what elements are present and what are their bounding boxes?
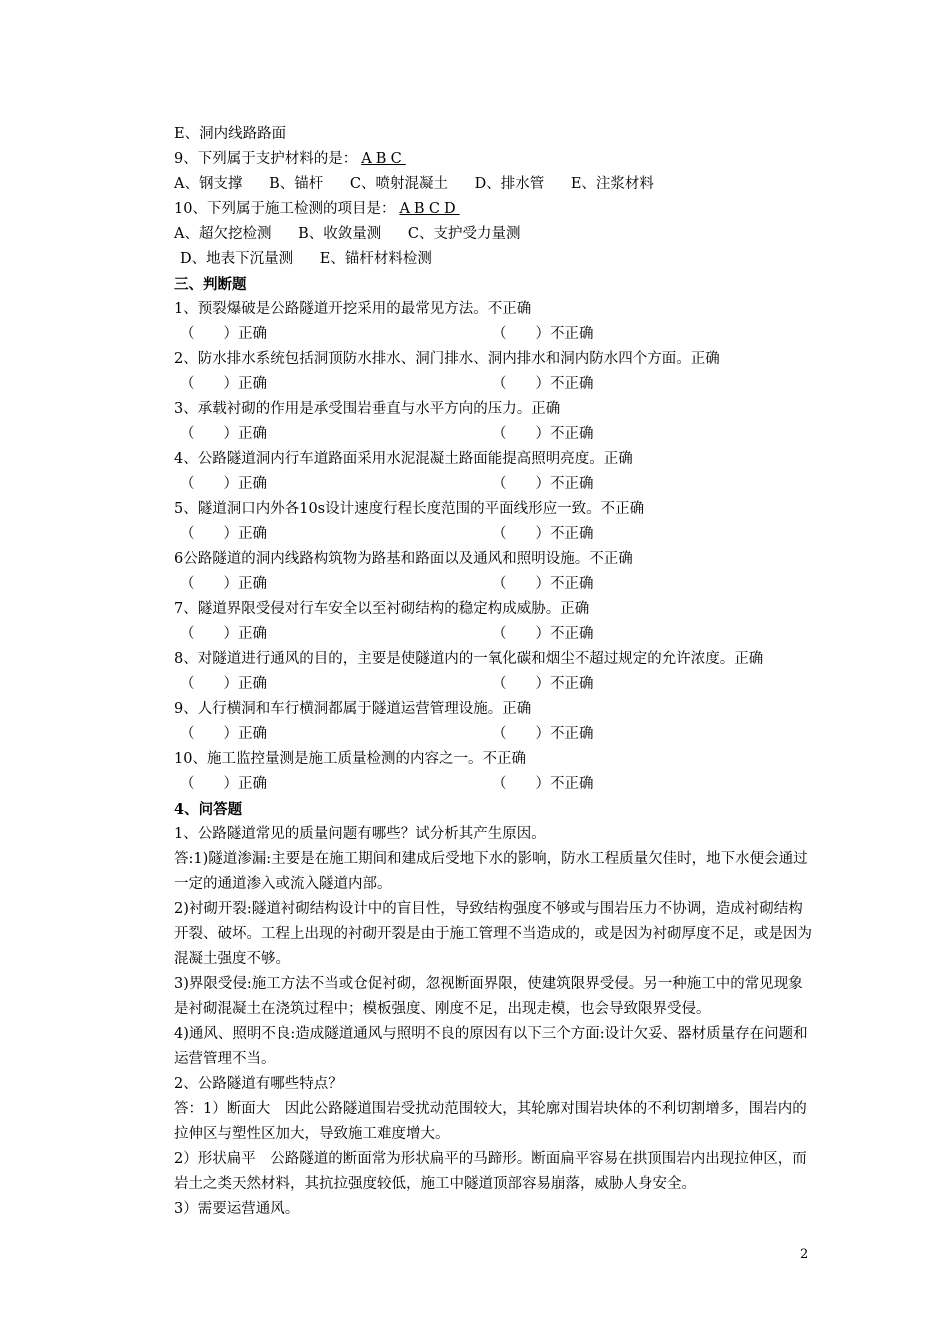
tf-choice-false[interactable]: （ ）不正确	[492, 526, 594, 542]
q9-option: A、钢支撑	[174, 176, 243, 192]
tf-choice-row	[174, 422, 814, 447]
tf-choice-row	[174, 722, 814, 747]
qa-question-2: 2、公路隧道有哪些特点？	[174, 1076, 343, 1092]
document-page	[174, 122, 814, 1222]
tf-choice-row	[174, 372, 814, 397]
tf-question: 6公路隧道的洞内线路构筑物为路基和路面以及通风和照明设施。不正确	[174, 551, 633, 567]
q10-option: C、支护受力量测	[407, 226, 521, 242]
tf-choice-row	[174, 322, 814, 347]
tf-section-heading: 三、判断题	[174, 276, 247, 293]
qa-answer-2-part: 3）需要运营通风。	[174, 1201, 300, 1217]
tf-choice-false[interactable]: （ ）不正确	[492, 476, 594, 492]
q10-option: A、超欠挖检测	[174, 226, 272, 242]
tf-choice-true[interactable]: （ ）正确	[180, 476, 267, 492]
tf-question: 8、对隧道进行通风的目的，主要是使隧道内的一氧化碳和烟尘不超过规定的允许浓度。正确	[174, 651, 764, 667]
tf-choice-false[interactable]: （ ）不正确	[492, 426, 594, 442]
tf-choice-row	[174, 622, 814, 647]
qa-answer-2-part: 2）形状扁平 公路隧道的断面常为形状扁平的马蹄形。断面扁平容易在拱顶围岩内出现拉伸区，而岩土之类天然材料，其抗拉强度较低，施工中隧道顶部容易崩落，威胁人身安全。	[174, 1151, 807, 1192]
tf-choice-true[interactable]: （ ）正确	[180, 676, 267, 692]
q10-option: D、地表下沉量测	[180, 251, 294, 267]
tf-choice-true[interactable]: （ ）正确	[180, 626, 267, 642]
tf-question: 10、施工监控量测是施工质量检测的内容之一。不正确	[174, 751, 526, 767]
tf-choice-row	[174, 522, 814, 547]
tf-choice-false[interactable]: （ ）不正确	[492, 326, 594, 342]
tf-choice-false[interactable]: （ ）不正确	[492, 576, 594, 592]
tf-question: 2、防水排水系统包括洞顶防水排水、洞门排水、洞内排水和洞内防水四个方面。正确	[174, 351, 720, 367]
tf-choice-false[interactable]: （ ）不正确	[492, 726, 594, 742]
tf-choice-false[interactable]: （ ）不正确	[492, 676, 594, 692]
tf-list	[174, 297, 814, 797]
q9-option: B、锚杆	[269, 176, 324, 192]
tf-choice-true[interactable]: （ ）正确	[180, 776, 267, 792]
page-number: 2	[800, 1247, 809, 1262]
tf-choice-false[interactable]: （ ）不正确	[492, 776, 594, 792]
tf-choice-false[interactable]: （ ）不正确	[492, 626, 594, 642]
q8-option-e: E、洞内线路路面	[174, 126, 287, 142]
tf-choice-row	[174, 772, 814, 797]
tf-choice-true[interactable]: （ ）正确	[180, 326, 267, 342]
tf-choice-row	[174, 572, 814, 597]
qa-section-heading: 4、问答题	[174, 801, 243, 818]
q10-question	[174, 197, 814, 222]
qa-answer-1-part: 3)界限受侵:施工方法不当或仓促衬砌，忽视断面界限，使建筑限界受侵。另一种施工中的常见现象是衬砌混凝土在浇筑过程中；模板强度、刚度不足，出现走模，也会导致限界受侵。	[174, 976, 803, 1017]
tf-choice-false[interactable]: （ ）不正确	[492, 376, 594, 392]
tf-question: 7、隧道界限受侵对行车安全以至衬砌结构的稳定构成威胁。正确	[174, 601, 590, 617]
tf-choice-true[interactable]: （ ）正确	[180, 376, 267, 392]
tf-question: 9、人行横洞和车行横洞都属于隧道运营管理设施。正确	[174, 701, 532, 717]
tf-question: 4、公路隧道洞内行车道路面采用水泥混凝土路面能提高照明亮度。正确	[174, 451, 633, 467]
qa-answer-1-part: 2)衬砌开裂:隧道衬砌结构设计中的盲目性，导致结构强度不够或与围岩压力不协调，造成衬砌结构开裂、破坏。工程上出现的衬砌开裂是由于施工管理不当造成的，或是因为衬砌厚度不足，或是因为混凝土强度不够。	[174, 901, 812, 967]
tf-choice-true[interactable]: （ ）正确	[180, 426, 267, 442]
q9-answer: ABC	[361, 151, 406, 167]
q9-text: 9、下列属于支护材料的是：	[174, 151, 358, 167]
tf-choice-true[interactable]: （ ）正确	[180, 526, 267, 542]
tf-question: 3、承载衬砌的作用是承受围岩垂直与水平方向的压力。正确	[174, 401, 561, 417]
qa-answer-2-part: 答：1）断面大 因此公路隧道围岩受扰动范围较大，其轮廓对围岩块体的不利切割增多，围岩内的拉伸区与塑性区加大，导致施工难度增大。	[174, 1101, 807, 1142]
q10-options-row1	[174, 222, 814, 247]
qa-question-1: 1、公路隧道常见的质量问题有哪些？试分析其产生原因。	[174, 826, 546, 842]
qa-answer-1-part: 4)通风、照明不良:造成隧道通风与照明不良的原因有以下三个方面:设计欠妥、器材质量存在问题和运营管理不当。	[174, 1026, 808, 1067]
q10-option: E、锚杆材料检测	[319, 251, 432, 267]
tf-question: 5、隧道洞口内外各10s设计速度行程长度范围的平面线形应一致。不正确	[174, 501, 645, 517]
q9-option: D、排水管	[474, 176, 545, 192]
q9-option: C、喷射混凝土	[349, 176, 448, 192]
q10-options-row2	[174, 247, 814, 272]
q10-answer: ABCD	[399, 201, 460, 217]
q9-question	[174, 147, 814, 172]
tf-question: 1、预裂爆破是公路隧道开挖采用的最常见方法。不正确	[174, 301, 532, 317]
q9-option: E、注浆材料	[570, 176, 654, 192]
tf-choice-row	[174, 672, 814, 697]
tf-choice-true[interactable]: （ ）正确	[180, 576, 267, 592]
qa-answer-1-part: 答:1)隧道渗漏:主要是在施工期间和建成后受地下水的影响，防水工程质量欠佳时，地下水便会通过一定的通道渗入或流入隧道内部。	[174, 851, 808, 892]
q10-option: B、收敛量测	[298, 226, 382, 242]
q10-text: 10、下列属于施工检测的项目是：	[174, 201, 396, 217]
tf-choice-true[interactable]: （ ）正确	[180, 726, 267, 742]
tf-choice-row	[174, 472, 814, 497]
q9-options	[174, 172, 814, 197]
